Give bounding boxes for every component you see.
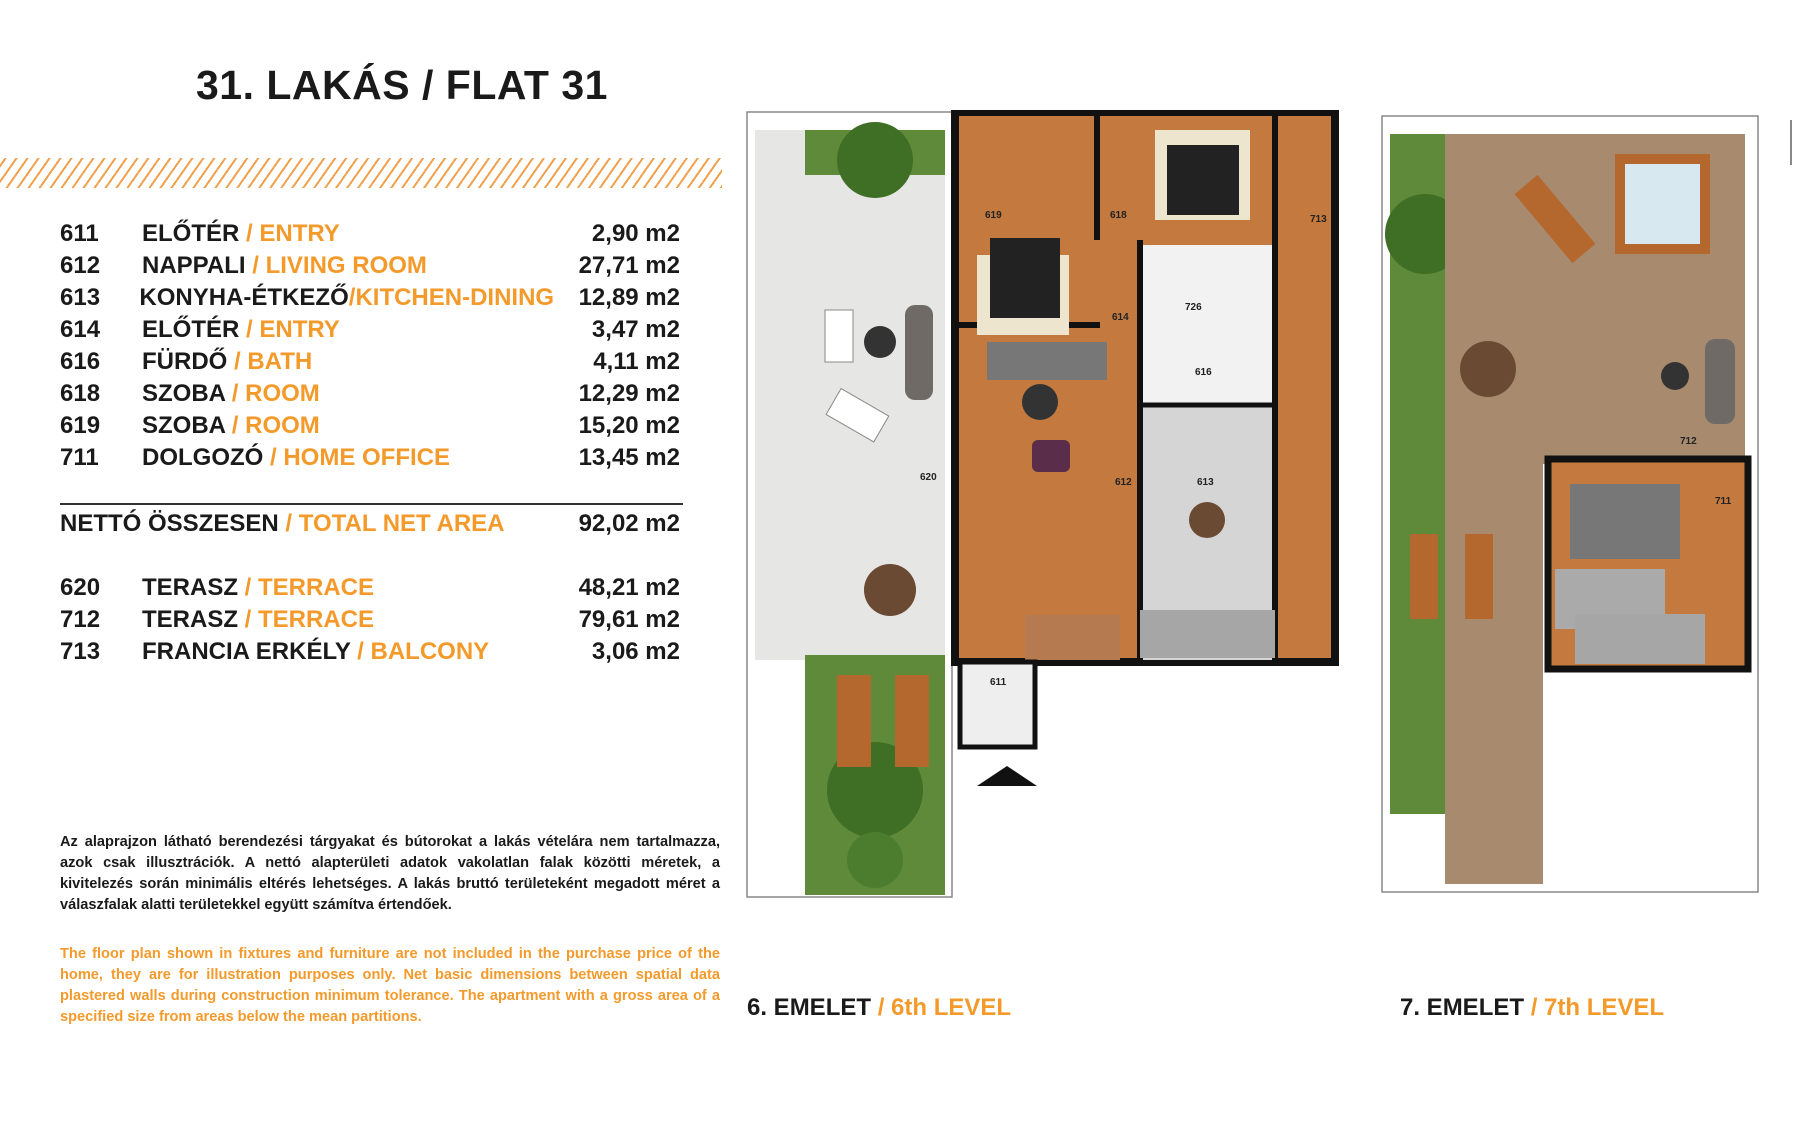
total-divider xyxy=(60,503,683,505)
floor-plan-level-6 xyxy=(745,110,1345,900)
total-row: NETTÓ ÖSSZESEN / TOTAL NET AREA 92,02 m2 xyxy=(60,510,680,537)
room-number: 614 xyxy=(60,316,101,343)
decorative-hatch-band xyxy=(0,158,722,188)
total-label-hu: NETTÓ ÖSSZESEN xyxy=(60,510,279,537)
room-name: NAPPALI / LIVING ROOM xyxy=(142,252,427,279)
plan-label-616: 616 xyxy=(1195,367,1212,378)
plan-label-614: 614 xyxy=(1112,312,1129,323)
room-name-en: TERRACE xyxy=(258,606,375,633)
terrace-row xyxy=(60,604,680,636)
room-name-en: ROOM xyxy=(245,380,320,407)
room-area: 4,11 m2 xyxy=(593,348,680,375)
room-area: 48,21 m2 xyxy=(578,574,680,601)
room-name: ELŐTÉR / ENTRY xyxy=(142,316,340,343)
terrace-row xyxy=(60,572,680,604)
room-area: 12,29 m2 xyxy=(578,380,680,407)
plan-label-618: 618 xyxy=(1110,210,1127,221)
room-name-hu: TERASZ xyxy=(142,574,238,601)
room-area: 27,71 m2 xyxy=(578,252,680,279)
room-name-en: HOME OFFICE xyxy=(283,444,451,471)
room-list xyxy=(60,218,680,474)
room-name: SZOBA / ROOM xyxy=(142,412,320,439)
room-area: 3,06 m2 xyxy=(591,638,680,665)
room-name-en: ENTRY xyxy=(259,316,340,343)
room-row xyxy=(60,314,680,346)
room-name-en: BATH xyxy=(247,348,313,375)
plan-label-611: 611 xyxy=(990,677,1007,688)
room-row xyxy=(60,250,680,282)
room-name: TERASZ / TERRACE xyxy=(142,606,375,633)
room-area: 2,90 m2 xyxy=(591,220,680,247)
room-name: KONYHA-ÉTKEZŐ/KITCHEN-DINING xyxy=(139,284,555,311)
total-area: 92,02 m2 xyxy=(578,510,680,537)
room-row xyxy=(60,218,680,250)
room-number: 711 xyxy=(60,444,99,471)
room-name: ELŐTÉR / ENTRY xyxy=(142,220,340,247)
room-name: DOLGOZÓ / HOME OFFICE xyxy=(142,444,451,471)
level-7-label: 7. EMELET / 7th LEVEL xyxy=(1400,994,1665,1021)
edge-marker xyxy=(1790,120,1792,165)
room-name: FRANCIA ERKÉLY / BALCONY xyxy=(142,638,490,665)
plan-label-620: 620 xyxy=(920,472,937,483)
room-number: 619 xyxy=(60,412,101,439)
room-number: 620 xyxy=(60,574,101,601)
room-number: 712 xyxy=(60,606,101,633)
room-name: SZOBA / ROOM xyxy=(142,380,320,407)
floor-plan-level-7 xyxy=(1380,114,1760,894)
room-row xyxy=(60,282,680,314)
plan-label-612: 612 xyxy=(1115,477,1132,488)
room-area: 79,61 m2 xyxy=(578,606,680,633)
room-name: FÜRDŐ / BATH xyxy=(142,348,313,375)
plan-label-726: 726 xyxy=(1185,302,1202,313)
room-number: 611 xyxy=(60,220,99,247)
room-number: 612 xyxy=(60,252,101,279)
level-6-label: 6. EMELET / 6th LEVEL xyxy=(747,994,1012,1021)
room-name-en: ENTRY xyxy=(259,220,340,247)
level-7-hu: 7. EMELET xyxy=(1400,994,1525,1021)
room-name-hu: DOLGOZÓ xyxy=(142,444,264,471)
disclaimer-hu: Az alaprajzon látható berendezési tárgyakat és bútorokat a lakás vételára nem tartalmazza, azok csak illusztrációk. A nettó alapterületi adatok vakolatlan falak közötti méretek, a kivitelezés során minimális eltérés lehetséges. A lakás bruttó területeként megadott méret a válaszfalak alatti területekkel együtt számítva értendőek. xyxy=(60,834,720,913)
plan-label-711: 711 xyxy=(1715,496,1732,507)
room-name-hu: FÜRDŐ xyxy=(142,348,228,375)
room-name-hu: ELŐTÉR xyxy=(142,220,240,247)
room-area: 12,89 m2 xyxy=(578,284,680,311)
total-label-en: TOTAL NET AREA xyxy=(298,510,505,537)
room-number: 616 xyxy=(60,348,101,375)
floor-plan-6-drawing xyxy=(745,110,1345,900)
room-name-hu: ELŐTÉR xyxy=(142,316,240,343)
level-6-hu: 6. EMELET xyxy=(747,994,872,1021)
room-row xyxy=(60,410,680,442)
terrace-list xyxy=(60,572,680,668)
terrace-row xyxy=(60,636,680,668)
room-name: TERASZ / TERRACE xyxy=(142,574,375,601)
room-name-hu: SZOBA xyxy=(142,412,226,439)
room-area: 15,20 m2 xyxy=(578,412,680,439)
room-name-en: TERRACE xyxy=(258,574,375,601)
room-name-en: BALCONY xyxy=(370,638,490,665)
room-row xyxy=(60,378,680,410)
room-name-hu: FRANCIA ERKÉLY xyxy=(142,638,351,665)
room-area: 13,45 m2 xyxy=(578,444,680,471)
room-number: 713 xyxy=(60,638,101,665)
plan-label-713: 713 xyxy=(1310,214,1327,225)
room-name-en: ROOM xyxy=(245,412,320,439)
plan-label-619: 619 xyxy=(985,210,1002,221)
page-title: 31. LAKÁS / FLAT 31 xyxy=(196,62,608,108)
level-7-en: 7th LEVEL xyxy=(1544,994,1665,1021)
room-name-hu: NAPPALI xyxy=(142,252,246,279)
room-name-hu: SZOBA xyxy=(142,380,226,407)
disclaimer-en: The floor plan shown in fixtures and furniture are not included in the purchase price of the home, they are for illustration purposes only. Net basic dimensions between spatial data plastered walls during construction minimum tolerance. The apartment with a gross area of a specified size from areas below the mean partitions. xyxy=(60,946,720,1025)
room-name-en: LIVING ROOM xyxy=(265,252,427,279)
room-name-hu: TERASZ xyxy=(142,606,238,633)
room-name-en: KITCHEN-DINING xyxy=(355,284,555,311)
floor-plan-7-drawing xyxy=(1380,114,1760,894)
room-number: 618 xyxy=(60,380,101,407)
entry-arrow-icon xyxy=(977,766,1037,786)
plan-label-712: 712 xyxy=(1680,436,1697,447)
room-row xyxy=(60,346,680,378)
room-area: 3,47 m2 xyxy=(591,316,680,343)
room-name-hu: KONYHA-ÉTKEZŐ xyxy=(139,284,349,311)
level-6-en: 6th LEVEL xyxy=(891,994,1012,1021)
room-row xyxy=(60,442,680,474)
room-number: 613 xyxy=(60,284,101,311)
plan-label-613: 613 xyxy=(1197,477,1214,488)
